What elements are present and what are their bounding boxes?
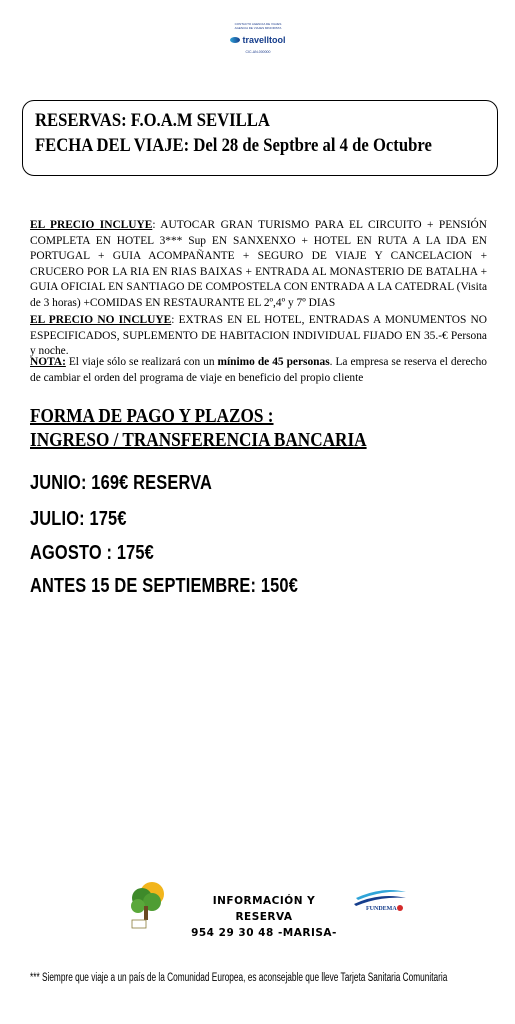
payment-june: JUNIO: 169€ RESERVA bbox=[30, 472, 213, 494]
reservation-title: RESERVAS: F.O.A.M SEVILLA bbox=[35, 111, 270, 131]
info-block bbox=[184, 893, 344, 941]
payment-august: AGOSTO : 175€ bbox=[30, 542, 154, 564]
logo-sub-line: AGENCIA DE VIAJES MINORISTA bbox=[234, 26, 282, 30]
note-label: NOTA: bbox=[30, 356, 66, 368]
trip-note bbox=[30, 355, 487, 386]
logo-license: CIC-AN-000000 bbox=[245, 50, 271, 54]
travelltool-logo bbox=[222, 22, 294, 62]
price-includes-text: : AUTOCAR GRAN TURISMO PARA EL CIRCUITO + PENSIÓN COMPLETA EN HOTEL 3*** Sup EN SANXENXO + HOTEL EN RUTA A LA IDA EN PORTUGAL + GUIA ACOMPAÑANTE + SEGURO DE VIAJE Y CANCELACION + CRUCERO POR LA RIA EN RIAS BAIXAS + ENTRADA AL MONASTERIO DE BATALHA + GUIA OFICIAL EN SANTIAGO DE COMPOSTELA CON ENTRADA A LA CATEDRAL (Visita de 3 horas) +COMIDAS EN RESTAURANTE EL 2º,4º y 7º DIAS bbox=[30, 219, 487, 309]
logo-brand-name: travelltool bbox=[242, 35, 286, 45]
info-phone: 954 29 30 48 -MARISA- bbox=[191, 927, 337, 939]
note-minimum: mínimo de 45 personas bbox=[217, 356, 330, 368]
plane-icon bbox=[230, 37, 240, 43]
price-excludes bbox=[30, 313, 487, 360]
fundema-logo bbox=[352, 884, 408, 920]
payment-title-line2: INGRESO / TRANSFERENCIA BANCARIA bbox=[30, 429, 367, 451]
price-includes-label: EL PRECIO INCLUYE bbox=[30, 219, 153, 231]
logo-top-line: CONTACTO AGENCIA DE VIAJES bbox=[234, 22, 282, 26]
fundema-label: FUNDEMA bbox=[366, 906, 397, 912]
foam-tree-logo bbox=[126, 880, 170, 930]
price-excludes-text: : EXTRAS EN EL HOTEL, ENTRADAS A MONUMENTOS NO ESPECIFICADOS, SUPLEMENTO DE HABITACION INDIVIDUAL FIJADO EN 35.-€ Persona y noche. bbox=[30, 314, 488, 357]
payment-september: ANTES 15 DE SEPTIEMBRE: 150€ bbox=[30, 575, 298, 597]
logo-brand bbox=[230, 35, 285, 45]
price-excludes-label: EL PRECIO NO INCLUYE bbox=[30, 314, 172, 326]
payment-july: JULIO: 175€ bbox=[30, 508, 127, 530]
footnote: *** Siempre que viaje a un país de la Comunidad Europea, es aconsejable que lleve Tarjeta Sanitaria Comunitaria bbox=[30, 972, 448, 984]
payment-title bbox=[30, 404, 367, 452]
header-box bbox=[22, 100, 498, 176]
trip-dates: FECHA DEL VIAJE: Del 28 de Septbre al 4 de Octubre bbox=[35, 136, 432, 156]
price-includes bbox=[30, 218, 487, 311]
note-text-after: . La empresa se reserva el derecho de cambiar el orden del programa de viaje en beneficio del propio cliente bbox=[30, 356, 487, 384]
note-text-before: El viaje sólo se realizará con un bbox=[65, 356, 218, 368]
payment-title-line1: FORMA DE PAGO Y PLAZOS : bbox=[30, 405, 274, 427]
info-title: INFORMACIÓN Y RESERVA bbox=[212, 895, 316, 923]
